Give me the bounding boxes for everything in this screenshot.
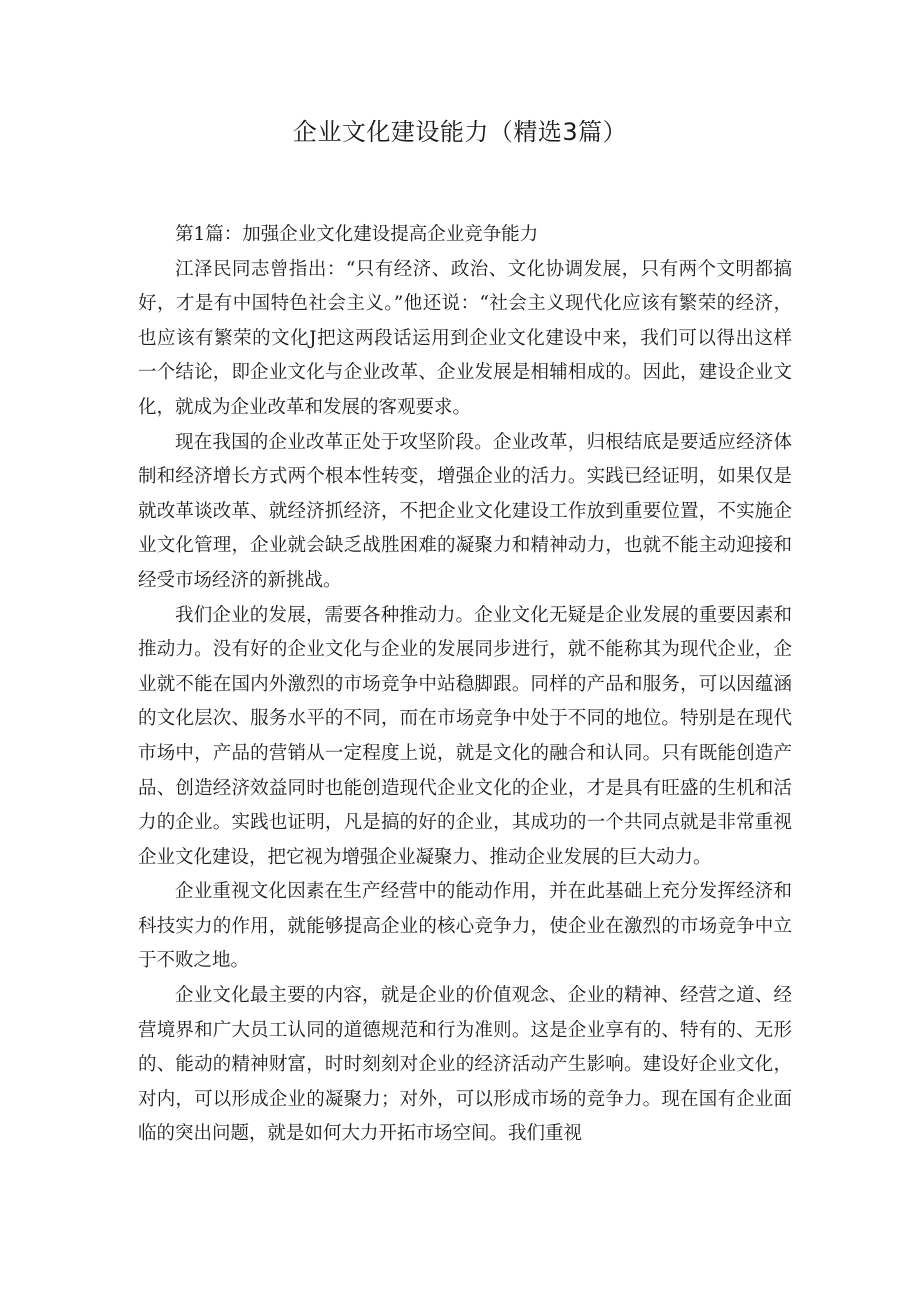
paragraph: 江泽民同志曾指出：“只有经济、政治、文化协调发展，只有两个文明都搞好，才是有中国特色社会主义。”他还说：“社会主义现代化应该有繁荣的经济，也应该有繁荣的文化J把这两段话运用到企业文化建设中来，我们可以得出这样一个结论，即企业文化与企业改革、企业发展是相辅相成的。因此，建设企业文化，就成为企业改革和发展的客观要求。	[138, 258, 792, 418]
paragraph: 企业文化最主要的内容，就是企业的价值观念、企业的精神、经营之道、经营境界和广大员工认同的道德规范和行为准则。这是企业享有的、特有的、无形的、能动的精神财富，时时刻刻对企业的经济活动产生影响。建设好企业文化，对内，可以形成企业的凝聚力；对外，可以形成市场的竞争力。现在国有企业面临的突出问题，就是如何大力开拓市场空间。我们重视	[138, 985, 792, 1145]
paragraph: 现在我国的企业改革正处于攻坚阶段。企业改革，归根结底是要适应经济体制和经济增长方式两个根本性转变，增强企业的活力。实践已经证明，如果仅是就改革谈改革、就经济抓经济，不把企业文化建设工作放到重要位置，不实施企业文化管理，企业就会缺乏战胜困难的凝聚力和精神动力，也就不能主动迎接和经受市场经济的新挑战。	[138, 431, 792, 591]
paragraph: 企业重视文化因素在生产经营中的能动作用，并在此基础上充分发挥经济和科技实力的作用，就能够提高企业的核心竞争力，使企业在激烈的市场竞争中立于不败之地。	[138, 881, 792, 972]
document-body	[138, 218, 792, 1152]
document-title: 企业文化建设能力（精选3篇）	[292, 118, 628, 146]
section-heading: 第1篇：加强企业文化建设提高企业竞争能力	[175, 224, 539, 245]
paragraph: 我们企业的发展，需要各种推动力。企业文化无疑是企业发展的重要因素和推动力。没有好的企业文化与企业的发展同步进行，就不能称其为现代企业，企业就不能在国内外激烈的市场竞争中站稳脚跟。同样的产品和服务，可以因蕴涵的文化层次、服务水平的不同，而在市场竞争中处于不同的地位。特别是在现代市场中，产品的营销从一定程度上说，就是文化的融合和认同。只有既能创造产品、创造经济效益同时也能创造现代企业文化的企业，才是具有旺盛的生机和活力的企业。实践也证明，凡是搞的好的企业，其成功的一个共同点就是非常重视企业文化建设，把它视为增强企业凝聚力、推动企业发展的巨大动力。	[138, 604, 792, 868]
